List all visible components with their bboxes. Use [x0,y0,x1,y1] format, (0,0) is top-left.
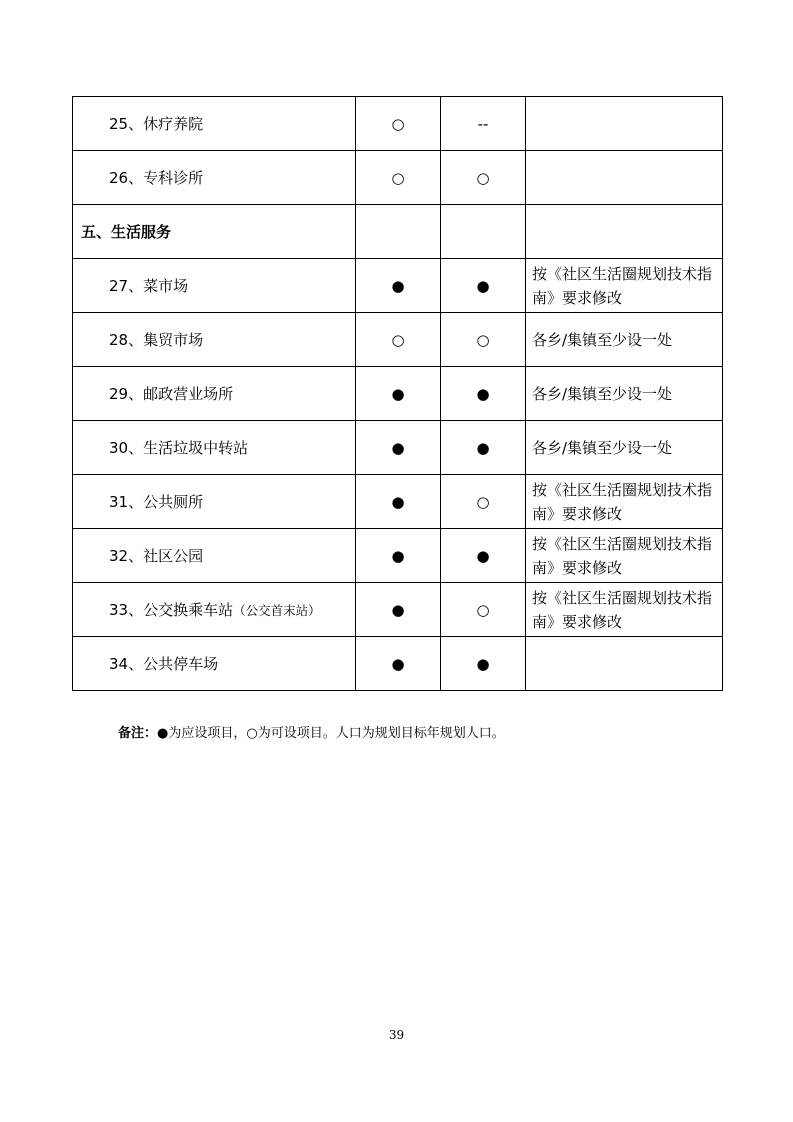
table-row [73,151,723,205]
table-row [73,475,723,529]
page-number: 39 [388,1028,405,1042]
empty-cell [356,205,441,259]
remark-label: 备注： [118,726,158,741]
empty-cell [441,205,526,259]
note-cell: 按《社区生活圈规划技术指南》要求修改 [526,259,723,313]
col1-symbol: ○ [356,151,441,205]
col1-symbol: ● [356,475,441,529]
note-cell [526,151,723,205]
note-cell: 按《社区生活圈规划技术指南》要求修改 [526,583,723,637]
col1-symbol: ● [356,637,441,691]
item-name: 26、专科诊所 [73,151,356,205]
item-name: 33、公交换乘车站 [109,601,234,619]
item-name-cell [73,583,356,637]
table-row [73,259,723,313]
table-row [73,367,723,421]
col2-symbol: ○ [441,151,526,205]
table-row [73,529,723,583]
col1-symbol: ● [356,583,441,637]
note-cell [526,97,723,151]
col1-symbol: ○ [356,97,441,151]
col2-symbol: ● [441,367,526,421]
item-name: 27、菜市场 [73,259,356,313]
col2-symbol: ● [441,529,526,583]
col1-symbol: ○ [356,313,441,367]
note-cell: 按《社区生活圈规划技术指南》要求修改 [526,529,723,583]
item-name: 32、社区公园 [73,529,356,583]
item-name: 28、集贸市场 [73,313,356,367]
item-name: 31、公共厕所 [73,475,356,529]
note-cell [526,637,723,691]
item-name: 29、邮政营业场所 [73,367,356,421]
col1-symbol: ● [356,529,441,583]
facility-table [72,96,723,691]
table-row [73,421,723,475]
table-row [73,97,723,151]
col1-symbol: ● [356,421,441,475]
empty-cell [526,205,723,259]
table-row [73,637,723,691]
section-title: 五、生活服务 [73,205,356,259]
remark [118,722,505,741]
note-cell: 按《社区生活圈规划技术指南》要求修改 [526,475,723,529]
col2-symbol: ○ [441,313,526,367]
remark-text: ●为应设项目，○为可设项目。人口为规划目标年规划人口。 [157,726,505,741]
col2-symbol: -- [441,97,526,151]
table-row [73,583,723,637]
note-cell: 各乡/集镇至少设一处 [526,313,723,367]
col2-symbol: ● [441,421,526,475]
col2-symbol: ○ [441,475,526,529]
col2-symbol: ○ [441,583,526,637]
item-name: 34、公共停车场 [73,637,356,691]
col1-symbol: ● [356,367,441,421]
note-cell: 各乡/集镇至少设一处 [526,367,723,421]
item-name: 30、生活垃圾中转站 [73,421,356,475]
col2-symbol: ● [441,259,526,313]
table-row [73,313,723,367]
note-cell: 各乡/集镇至少设一处 [526,421,723,475]
section-row [73,205,723,259]
col1-symbol: ● [356,259,441,313]
col2-symbol: ● [441,637,526,691]
item-name: 25、休疗养院 [73,97,356,151]
item-name-suffix: （公交首末站） [233,603,321,618]
